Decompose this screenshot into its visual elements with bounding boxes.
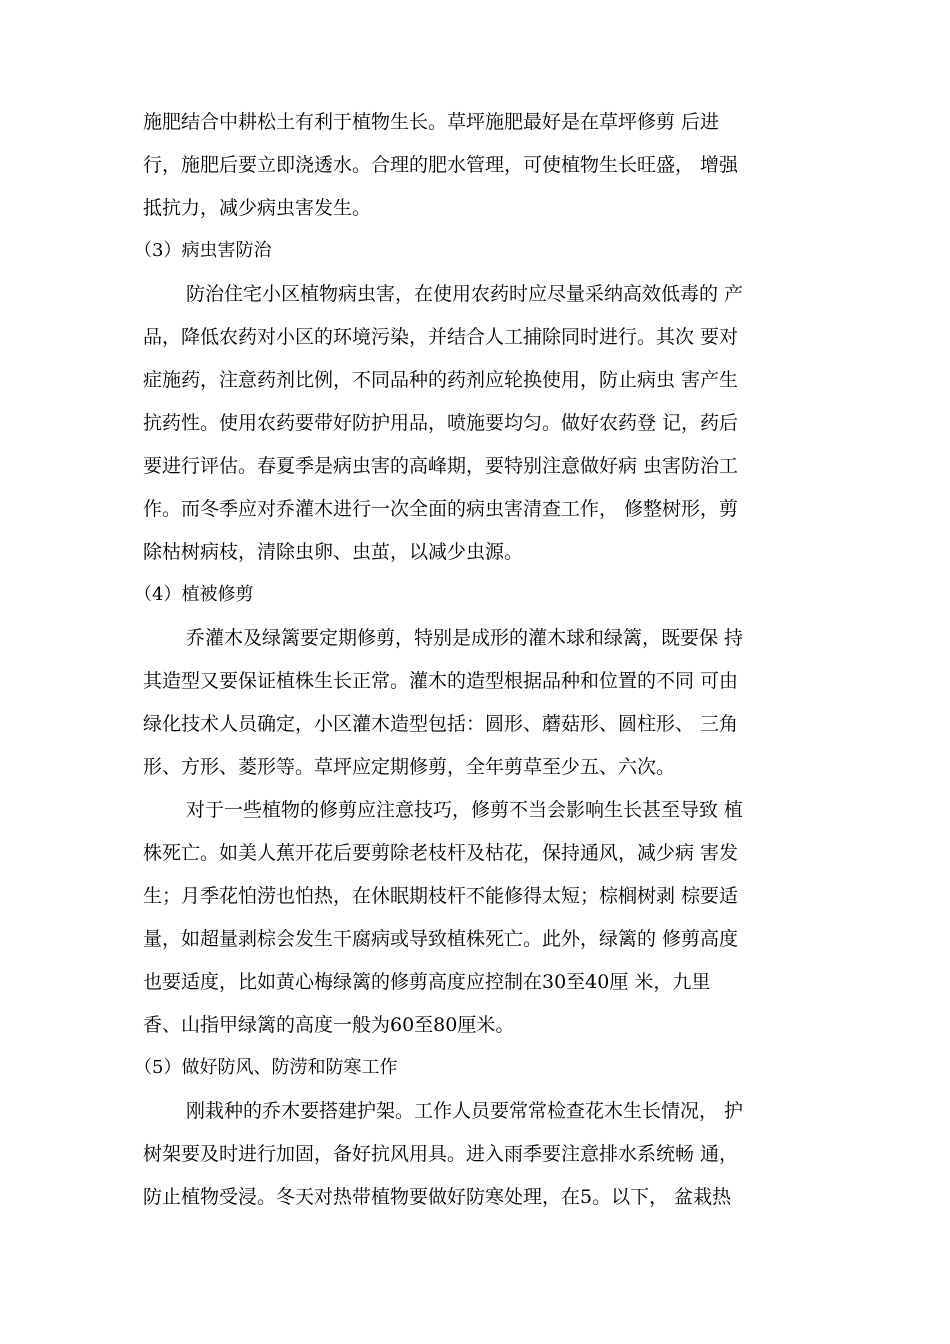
paragraph-line: 树架要及时进行加固，备好抗风用具。进入雨季要注意排水系统畅 通，: [143, 1143, 739, 1165]
paragraph-line: 防止植物受浸。冬天对热带植物要做好防寒处理，在5。以下， 盆栽热: [143, 1186, 732, 1208]
paragraph-line: 防治住宅小区植物病虫害，在使用农药时应尽量采纳高效低毒的 产: [186, 283, 744, 305]
paragraph-line: 生；月季花怕涝也怕热，在休眠期枝杆不能修得太短；棕榈树剥 棕要适: [143, 885, 739, 907]
paragraph-line: 香、山指甲绿篱的高度一般为60至80厘米。: [143, 1014, 515, 1036]
paragraph-line: 要进行评估。春夏季是病虫害的高峰期，要特别注意做好病 虫害防治工: [143, 455, 739, 477]
paragraph-line: 抗药性。使用农药要带好防护用品，喷施要均匀。做好农药登 记，药后: [143, 412, 739, 434]
paragraph-line: 量，如超量剥棕会发生干腐病或导致植株死亡。此外，绿篱的 修剪高度: [143, 928, 739, 950]
paragraph-line: 对于一些植物的修剪应注意技巧，修剪不当会影响生长甚至导致 植: [186, 799, 744, 821]
paragraph-line: 绿化技术人员确定，小区灌木造型包括：圆形、蘑菇形、圆柱形、 三角: [143, 713, 739, 735]
paragraph-line: 其造型又要保证植株生长正常。灌木的造型根据品种和位置的不同 可由: [143, 670, 739, 692]
paragraph-line: 形、方形、菱形等。草坪应定期修剪，全年剪草至少五、六次。: [143, 756, 676, 778]
section-heading-pest-control: （3）病虫害防治: [134, 240, 272, 261]
paragraph-line: 也要适度，比如黄心梅绿篱的修剪高度应控制在30至40厘 米，九里: [143, 971, 711, 993]
paragraph-line: 施肥结合中耕松土有利于植物生长。草坪施肥最好是在草坪修剪 后进: [143, 111, 720, 133]
paragraph-line: 株死亡。如美人蕉开花后要剪除老枝杆及枯花，保持通风，减少病 害发: [143, 842, 739, 864]
paragraph-line: 品，降低农药对小区的环境污染，并结合人工捕除同时进行。其次 要对: [143, 326, 739, 348]
paragraph-line: 除枯树病枝，清除虫卵、虫茧，以减少虫源。: [143, 541, 524, 563]
section-heading-weather-protection: （5）做好防风、防涝和防寒工作: [134, 1057, 398, 1078]
section-heading-pruning: （4）植被修剪: [134, 584, 254, 605]
paragraph-line: 作。而冬季应对乔灌木进行一次全面的病虫害清查工作， 修整树形，剪: [143, 498, 739, 520]
paragraph-line: 行，施肥后要立即浇透水。合理的肥水管理，可使植物生长旺盛， 增强: [143, 154, 739, 176]
paragraph-line: 症施药，注意药剂比例，不同品种的药剂应轮换使用，防止病虫 害产生: [143, 369, 739, 391]
paragraph-line: 乔灌木及绿篱要定期修剪，特别是成形的灌木球和绿篱，既要保 持: [186, 627, 744, 649]
paragraph-line: 刚栽种的乔木要搭建护架。工作人员要常常检查花木生长情况， 护: [186, 1100, 744, 1122]
paragraph-line: 抵抗力，减少病虫害发生。: [143, 197, 372, 219]
